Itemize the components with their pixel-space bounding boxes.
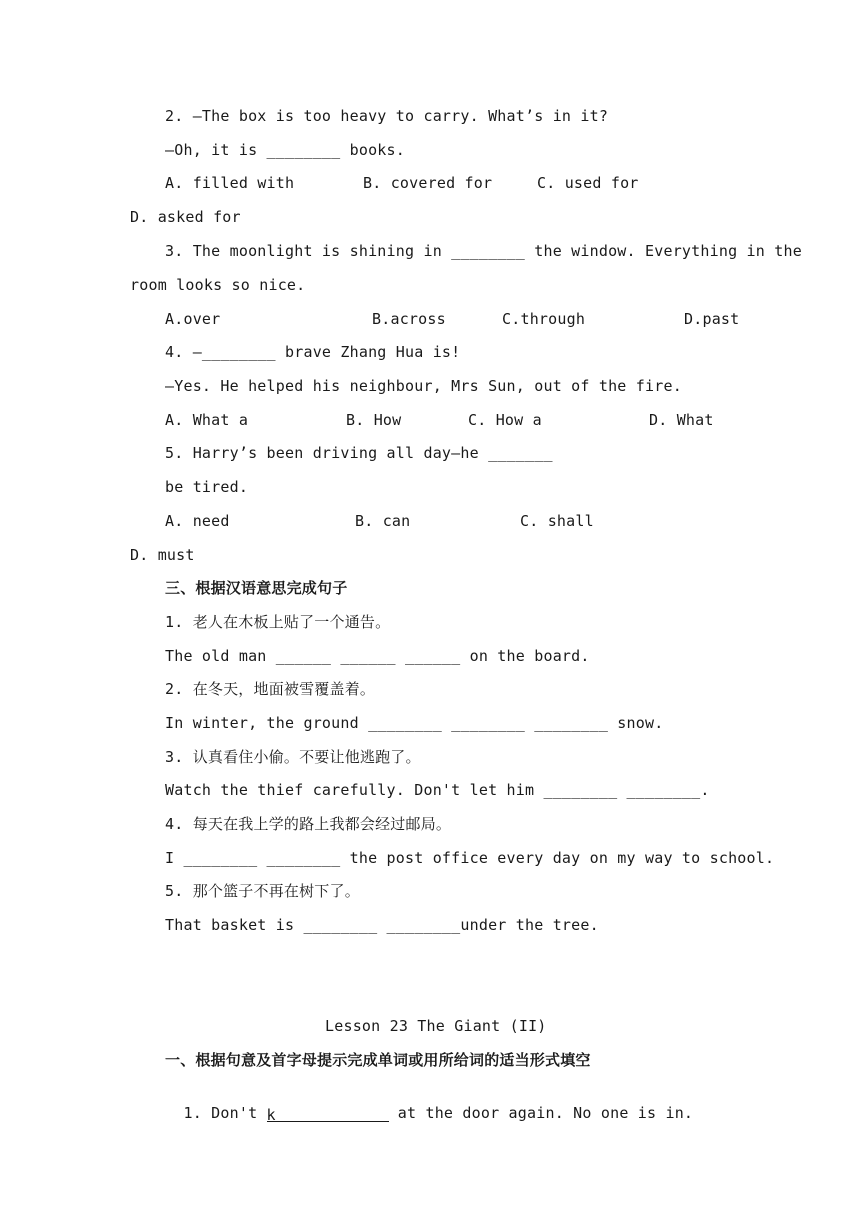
lesson-q1-suffix: at the door again. No one is in.: [388, 1104, 694, 1122]
q5-stem-continued: be tired.: [165, 478, 249, 496]
q5-option-d: D. must: [130, 546, 195, 564]
q2-stem: 2. —The box is too heavy to carry. What’s in it?: [165, 107, 609, 125]
q5-option-b: B. can: [355, 512, 411, 530]
q2-option-d: D. asked for: [130, 208, 241, 226]
q4-option-d: D. What: [649, 411, 714, 429]
s3-item-3-english: Watch the thief carefully. Don't let him ________ ________.: [165, 781, 710, 799]
s3-item-1-english: The old man ______ ______ ______ on the board.: [165, 647, 590, 665]
q3-stem-continued: room looks so nice.: [130, 276, 306, 294]
q4-option-c: C. How a: [468, 411, 542, 429]
q4-option-b: B. How: [346, 411, 402, 429]
q4-option-a: A. What a: [165, 411, 249, 429]
q4-response: —Yes. He helped his neighbour, Mrs Sun, out of the fire.: [165, 377, 682, 395]
lesson-title: Lesson 23 The Giant (II): [325, 1017, 547, 1035]
s3-item-5-english: That basket is ________ ________under the tree.: [165, 916, 599, 934]
q3-option-d: D.past: [684, 310, 740, 328]
s3-item-3-chinese: 3. 认真看住小偷。不要让他逃跑了。: [165, 748, 421, 766]
q3-option-c: C.through: [502, 310, 586, 328]
q5-option-c: C. shall: [520, 512, 594, 530]
s3-item-5-chinese: 5. 那个篮子不再在树下了。: [165, 882, 360, 900]
s3-item-1-chinese: 1. 老人在木板上贴了一个通告。: [165, 613, 391, 631]
s3-item-4-chinese: 4. 每天在我上学的路上我都会经过邮局。: [165, 815, 452, 833]
lesson-q1-prefix: 1. Don't: [183, 1104, 267, 1122]
q5-stem: 5. Harry’s been driving all day—he _______: [165, 444, 553, 462]
lesson-q1-blank: [267, 1105, 389, 1122]
s3-item-2-chinese: 2. 在冬天，地面被雪覆盖着。: [165, 680, 376, 698]
lesson-q1-hint-letter: k: [266, 1106, 276, 1124]
q2-option-a: A. filled with: [165, 174, 295, 192]
s3-item-4-english: I ________ ________ the post office every day on my way to school.: [165, 849, 775, 867]
q3-option-b: B.across: [372, 310, 446, 328]
q2-option-b: B. covered for: [363, 174, 493, 192]
section-3-heading: 三、根据汉语意思完成句子: [165, 579, 348, 597]
q3-stem: 3. The moonlight is shining in ________ the window. Everything in the: [165, 242, 802, 260]
q5-option-a: A. need: [165, 512, 230, 530]
q3-option-a: A.over: [165, 310, 221, 328]
q2-response: —Oh, it is ________ books.: [165, 141, 405, 159]
s3-item-2-english: In winter, the ground ________ ________ ________ snow.: [165, 714, 664, 732]
q2-option-c: C. used for: [537, 174, 639, 192]
lesson-q1: [165, 1083, 693, 1123]
lesson-section-1-heading: 一、根据句意及首字母提示完成单词或用所给词的适当形式填空: [165, 1051, 591, 1069]
q4-stem: 4. —________ brave Zhang Hua is!: [165, 343, 461, 361]
